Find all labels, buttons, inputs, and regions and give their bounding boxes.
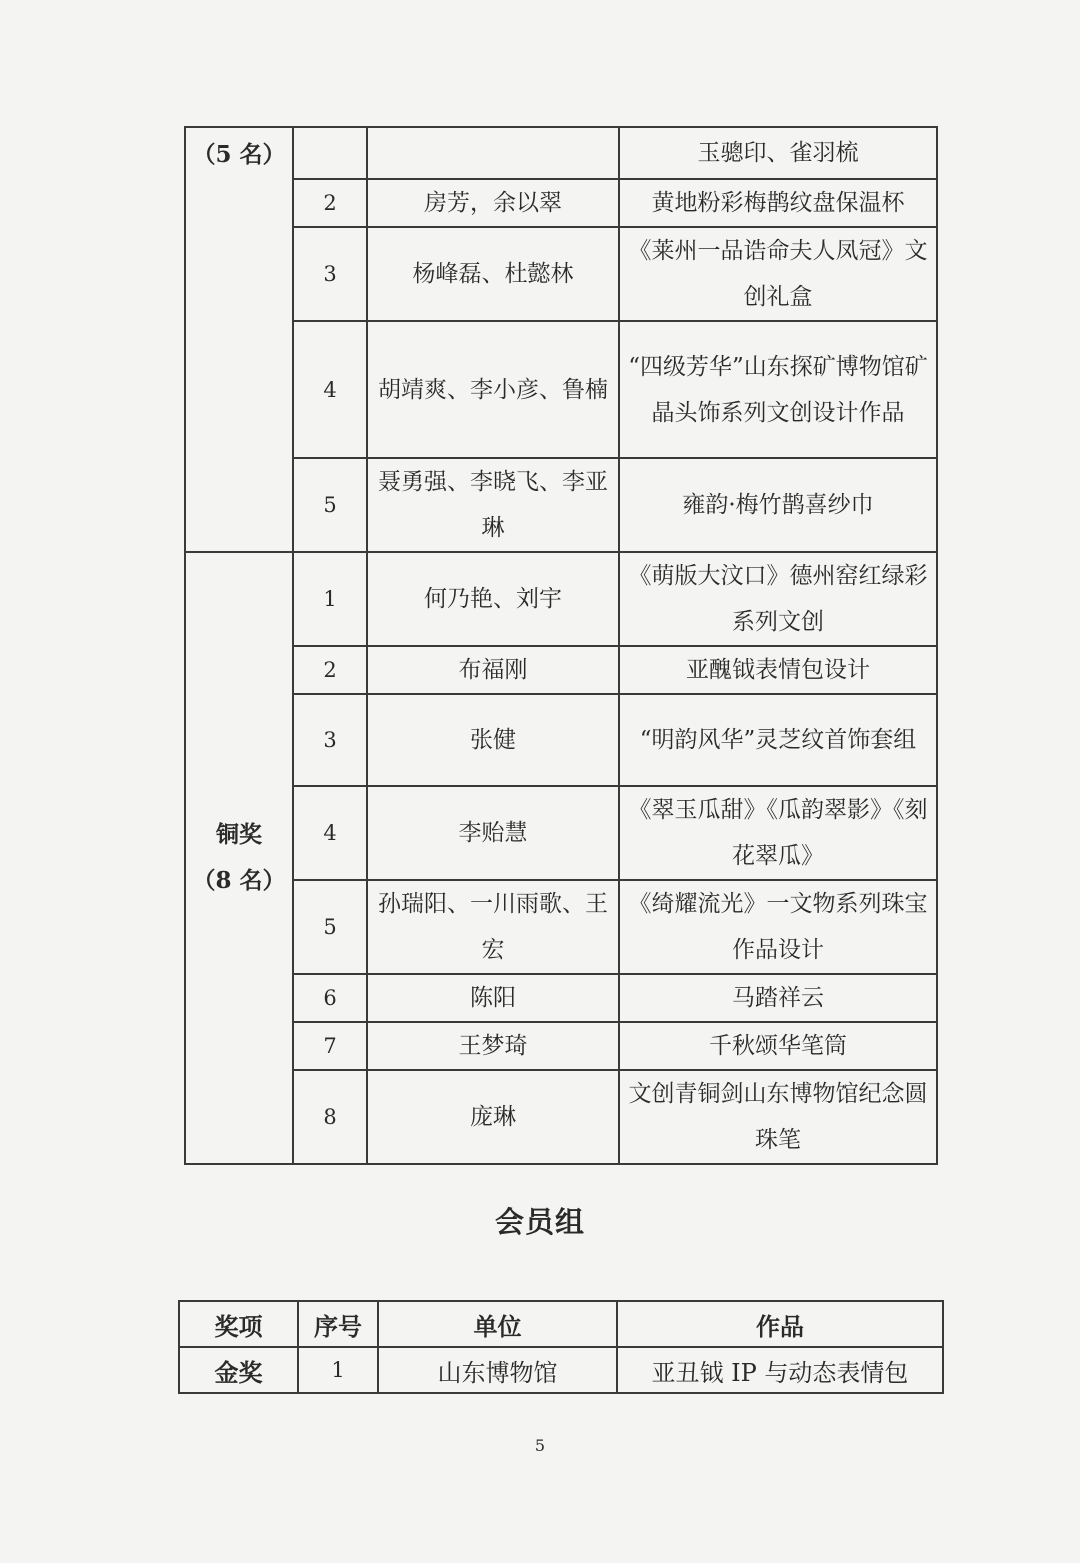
author-cell: 胡靖爽、李小彦、鲁楠 [367,321,619,458]
row-number: 7 [293,1022,367,1070]
author-cell: 孙瑞阳、一川雨歌、王宏 [367,880,619,974]
work-cell: 《莱州一品诰命夫人凤冠》文创礼盒 [619,227,937,321]
work-cell: 马踏祥云 [619,974,937,1022]
table-row [179,1347,943,1393]
author-cell: 房芳，余以翠 [367,179,619,227]
work-cell: 千秋颂华笔筒 [619,1022,937,1070]
work-cell: 亚丑钺 IP 与动态表情包 [617,1347,943,1393]
row-number: 5 [293,458,367,552]
table-row [185,880,937,974]
author-cell: 庞琳 [367,1070,619,1164]
author-cell: 布福刚 [367,646,619,694]
awards-table [184,126,938,1165]
award-cell: 金奖 [179,1347,298,1393]
row-number: 5 [293,880,367,974]
column-header: 奖项 [179,1301,298,1347]
bronze-category-cell [185,552,293,1164]
author-cell: 何乃艳、刘宇 [367,552,619,646]
row-number: 4 [293,321,367,458]
bronze-category-count: （8 名） [192,867,286,894]
row-number: 3 [293,694,367,786]
author-cell [367,127,619,179]
page-number: 5 [534,1436,546,1455]
author-cell: 陈阳 [367,974,619,1022]
silver-category-cell [185,127,293,552]
table-row [185,1070,937,1164]
work-cell: 《绮耀流光》一文物系列珠宝作品设计 [619,880,937,974]
work-cell: 《萌版大汶口》德州窑红绿彩系列文创 [619,552,937,646]
table-row [185,179,937,227]
author-cell: 李贻慧 [367,786,619,880]
column-header: 序号 [298,1301,378,1347]
work-cell: 《翠玉瓜甜》《瓜韵翠影》《刻花翠瓜》 [619,786,937,880]
work-cell: “明韵风华”灵芝纹首饰套组 [619,694,937,786]
row-number [293,127,367,179]
table-row [185,786,937,880]
member-awards-table [178,1300,944,1394]
row-number: 8 [293,1070,367,1164]
table-row [185,458,937,552]
section-title: 会员组 [494,1205,585,1239]
row-number: 4 [293,786,367,880]
table-row [185,227,937,321]
author-cell: 杨峰磊、杜懿林 [367,227,619,321]
column-header: 作品 [617,1301,943,1347]
row-number: 3 [293,227,367,321]
work-cell: 玉骢印、雀羽梳 [619,127,937,179]
column-header: 单位 [378,1301,617,1347]
row-number: 2 [293,646,367,694]
row-number: 1 [293,552,367,646]
table-row [185,127,937,179]
row-number: 2 [293,179,367,227]
bronze-category-name: 铜奖 [216,821,262,848]
table-row [185,321,937,458]
table-row [185,646,937,694]
work-cell: “四级芳华”山东探矿博物馆矿晶头饰系列文创设计作品 [619,321,937,458]
table-row [185,1022,937,1070]
table-row [185,552,937,646]
table-row [185,974,937,1022]
unit-cell: 山东博物馆 [378,1347,617,1393]
silver-category-count: （5 名） [192,141,286,168]
work-cell: 黄地粉彩梅鹊纹盘保温杯 [619,179,937,227]
table-header-row [179,1301,943,1347]
work-cell: 雍韵·梅竹鹊喜纱巾 [619,458,937,552]
author-cell: 王梦琦 [367,1022,619,1070]
table-row [185,694,937,786]
author-cell: 张健 [367,694,619,786]
author-cell: 聂勇强、李晓飞、李亚琳 [367,458,619,552]
row-number: 6 [293,974,367,1022]
row-number: 1 [298,1347,378,1393]
work-cell: 亚醜钺表情包设计 [619,646,937,694]
work-cell: 文创青铜剑山东博物馆纪念圆珠笔 [619,1070,937,1164]
